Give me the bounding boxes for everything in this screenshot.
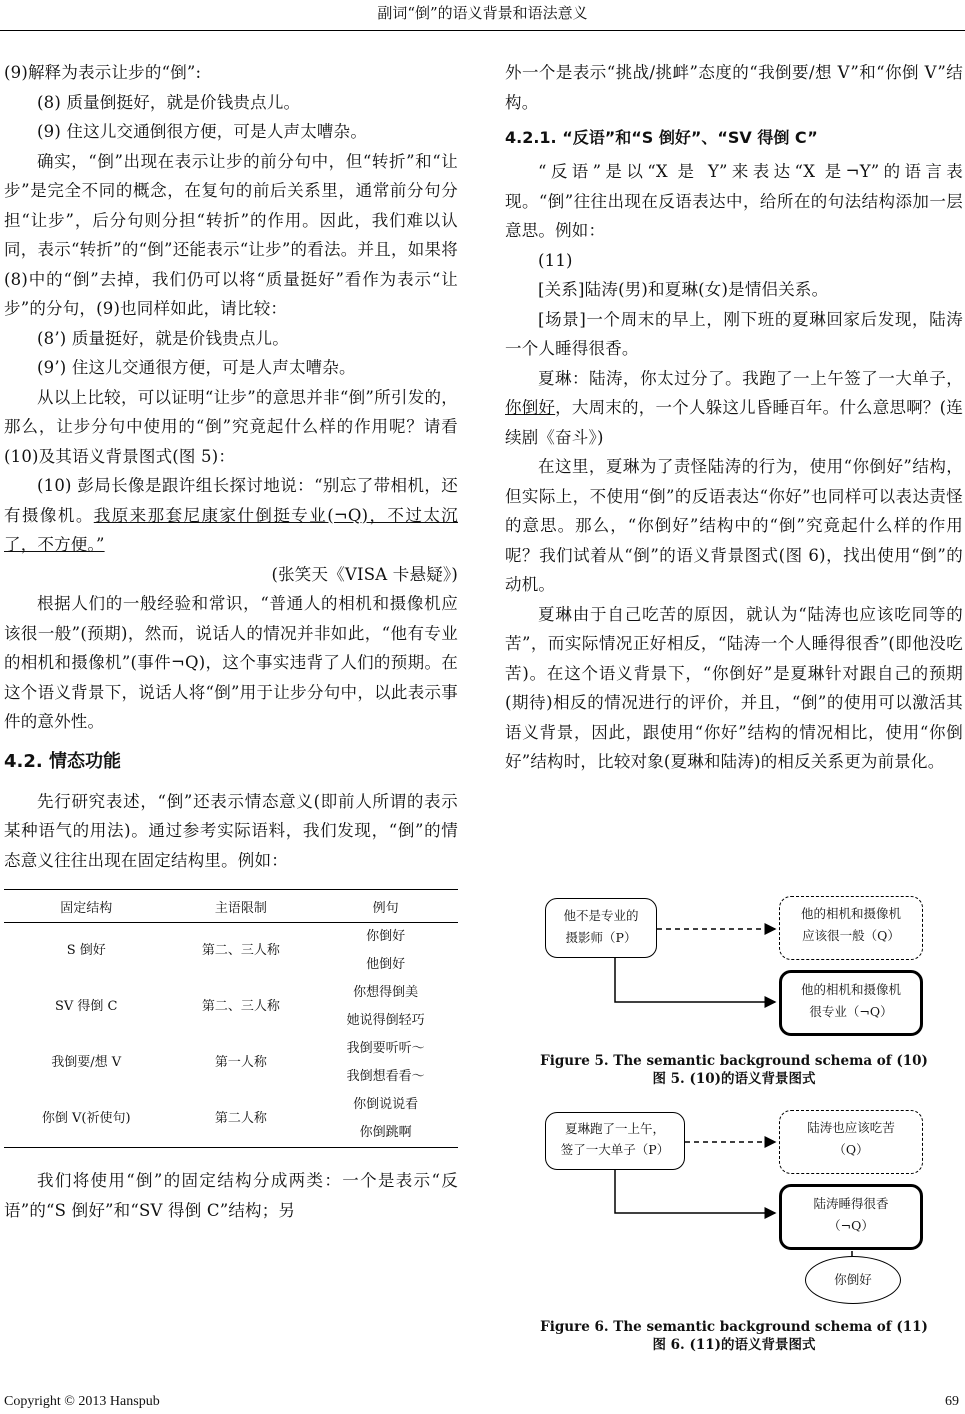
premise-box [545, 898, 657, 958]
caption-zh: 图 5. (10)的语义背景图式 [652, 1071, 816, 1087]
paragraph: 外一个是表示“挑战/挑衅”态度的“我倒要/想 V”和“你倒 V”结构。 [505, 63, 963, 112]
box-line: 签了一大单子（P） [560, 1142, 670, 1157]
table-header: 固定结构 [4, 890, 169, 923]
left-column [4, 58, 458, 1225]
counter-expectation-box [779, 1184, 923, 1250]
table-row [4, 979, 458, 1007]
box-line: （Q） [833, 1142, 869, 1157]
box-line: 他的相机和摄像机 [800, 982, 901, 997]
figure-6-caption [505, 1318, 963, 1354]
example-10 [4, 471, 458, 560]
header-title: 副词“倒”的语义背景和语法意义 [377, 4, 588, 22]
table-cell: 你倒好 [366, 929, 406, 944]
box-line: 摄影师（P） [565, 930, 637, 945]
table-cell: 我倒想看看～ [346, 1069, 425, 1084]
example-10-source: (张笑天《VISA 卡悬疑》) [271, 564, 458, 584]
fixed-structure-table [4, 889, 458, 1148]
table-row [4, 1035, 458, 1063]
paragraph: 我们将使用“倒”的固定结构分成两类：一个是表示“反语”的“S 倒好”和“SV 得倒 C”结构；另 [4, 1171, 458, 1220]
table-row [4, 1091, 458, 1119]
copyright: Copyright © 2013 Hanspub [4, 1394, 160, 1409]
dialog-underlined: 你倒好 [505, 398, 556, 417]
box-line: 很专业（¬Q） [809, 1004, 893, 1019]
table-cell: SV 得倒 C [54, 999, 118, 1014]
example-11-scene: [场景]一个周末的早上，刚下班的夏琳回家后发现，陆涛一个人睡得很香。 [505, 309, 963, 358]
table-cell: S 倒好 [66, 943, 106, 958]
box-line: 陆涛也应该吃苦 [807, 1120, 895, 1135]
table-cell: 她说得倒轻巧 [346, 1013, 425, 1028]
box-line: （¬Q） [828, 1218, 874, 1233]
dialog-text: ，大周末的，一个人躲这儿昏睡百年。什么意思啊？(连续剧《奋斗》) [505, 398, 963, 447]
box-line: 他不是专业的 [563, 908, 639, 923]
caption-en: Figure 5. The semantic background schema of (10) [540, 1053, 928, 1069]
table-cell: 你想得倒美 [353, 985, 419, 1000]
expectation-box [779, 896, 923, 960]
example-10-text: (10) 彭局长像是跟许组长探讨地说：“别忘了带相机，还有摄像机。 [4, 476, 458, 525]
solid-arrow [615, 958, 775, 1002]
paragraph: (9)解释为表示让步的“倒”: [4, 63, 202, 82]
paragraph: “反语”是以“X 是 Y”来表达“X 是¬Y”的语言表现。“倒”往往出现在反语表达中，给所在的句法结构添加一层意思。例如： [505, 162, 963, 240]
figure-5-caption [505, 1052, 963, 1088]
section-heading-4-2: 4.2. 情态功能 [4, 750, 121, 772]
box-line: 应该很一般（Q） [802, 928, 900, 943]
table-cell: 第二人称 [169, 1091, 314, 1148]
figure-6 [505, 1106, 963, 1356]
paragraph: 在这里，夏琳为了责怪陆涛的行为，使用“你倒好”结构，但实际上，不使用“倒”的反语表达“你好”也同样可以表达责怪的意思。那么，“你倒好”结构中的“倒”究竟起什么样的作用呢？我们试着从“倒”的语义背景图式(图 6)，找出使用“倒”的动机。 [505, 457, 963, 594]
figure-5 [505, 890, 963, 1090]
premise-box [545, 1112, 685, 1170]
section-heading-4-2-1: 4.2.1. “反语”和“S 倒好”、“SV 得倒 C” [505, 128, 818, 147]
paragraph: 从以上比较，可以证明“让步”的意思并非“倒”所引发的，那么，让步分句中使用的“倒”究竟起什么样的作用呢？请看(10)及其语义背景图式(图 5)： [4, 387, 458, 466]
example-9-prime: (9’) 住这儿交通很方便，可是人声太嘈杂。 [37, 358, 356, 377]
caption-zh: 图 6. (11)的语义背景图式 [652, 1337, 816, 1353]
caption-en: Figure 6. The semantic background schema of (11) [540, 1319, 928, 1335]
page-number: 69 [945, 1394, 959, 1409]
box-line: 夏琳跑了一上午， [564, 1121, 665, 1136]
example-11: (11) [538, 250, 573, 270]
paragraph: 根据人们的一般经验和常识，“普通人的相机和摄像机应该很一般”(预期)，然而，说话人的情况并非如此，“他有专业的相机和摄像机”(事件¬Q)，这个事实违背了人们的预期。在这个语义背景下，说话人将“倒”用于让步分句中，以此表示事件的意外性。 [4, 594, 458, 731]
expectation-box [779, 1110, 923, 1174]
table-cell: 你倒跳啊 [313, 1119, 458, 1148]
right-column [505, 58, 963, 777]
running-header [0, 0, 965, 31]
dialog-text: 夏琳：陆涛，你太过分了。我跑了一上午签了一大单子， [538, 368, 963, 388]
example-9: (9) 住这儿交通倒很方便，可是人声太嘈杂。 [37, 122, 368, 141]
table-cell: 第二、三人称 [201, 943, 280, 958]
table-header: 主语限制 [169, 890, 314, 923]
example-11-dialog [505, 364, 963, 453]
example-10-underlined: 我原来那套尼康家什倒挺专业(¬Q)，不过太沉了，不方便。” [4, 505, 458, 554]
table-cell: 你倒 V(祈使句) [4, 1091, 169, 1148]
table-cell: 第一人称 [214, 1055, 267, 1070]
table-cell: 第二、三人称 [201, 999, 280, 1014]
table-cell: 我倒要/想 V [51, 1055, 122, 1070]
example-11-relation: [关系]陆涛(男)和夏琳(女)是情侣关系。 [538, 280, 829, 299]
example-8: (8) 质量倒挺好，就是价钱贵点儿。 [37, 92, 301, 112]
paragraph: 夏琳由于自己吃苦的原因，就认为“陆涛也应该吃同等的苦”，而实际情况正好相反，“陆涛一个人睡得很香”(即他没吃苦)。在这个语义背景下，“你倒好”是夏琳针对跟自己的预期(期待)相反的情况进行的评价，并且，“倒”的使用可以激活其语义背景，因此，跟使用“你好”结构的情况相比，使用“你倒好”结构时，比较对象(夏琳和陆涛)的相反关系更为前景化。 [505, 604, 963, 771]
box-line: 陆涛睡得很香 [813, 1196, 889, 1211]
table-cell: 你倒说说看 [353, 1097, 419, 1112]
paragraph: 确实，“倒”出现在表示让步的前分句中，但“转折”和“让步”是完全不同的概念，在复句的前后关系里，通常前分句分担“让步”，后分句则分担“转折”的作用。因此，我们难以认同，表示“转折”的“倒”还能表示“让步”的看法。并且，如果将(8)中的“倒”去掉，我们仍可以将“质量挺好”看作为表示“让步”的分句，(9)也同样如此，请比较： [4, 151, 458, 318]
table-row [4, 923, 458, 952]
table-cell: 他倒好 [366, 957, 406, 972]
table-header: 例句 [313, 890, 458, 923]
counter-expectation-box [779, 970, 923, 1036]
table-cell: 我倒要听听～ [346, 1041, 425, 1056]
example-8-prime: (8’) 质量挺好，就是价钱贵点儿。 [37, 328, 289, 348]
box-line: 他的相机和摄像机 [800, 906, 901, 921]
solid-arrow [615, 1170, 775, 1213]
paragraph: 先行研究表述，“倒”还表示情态意义(即前人所谓的表示某种语气的用法)。通过参考实际语料，我们发现，“倒”的情态意义往往出现在固定结构里。例如： [4, 791, 458, 870]
evaluation-ellipse: 你倒好 [805, 1256, 901, 1304]
